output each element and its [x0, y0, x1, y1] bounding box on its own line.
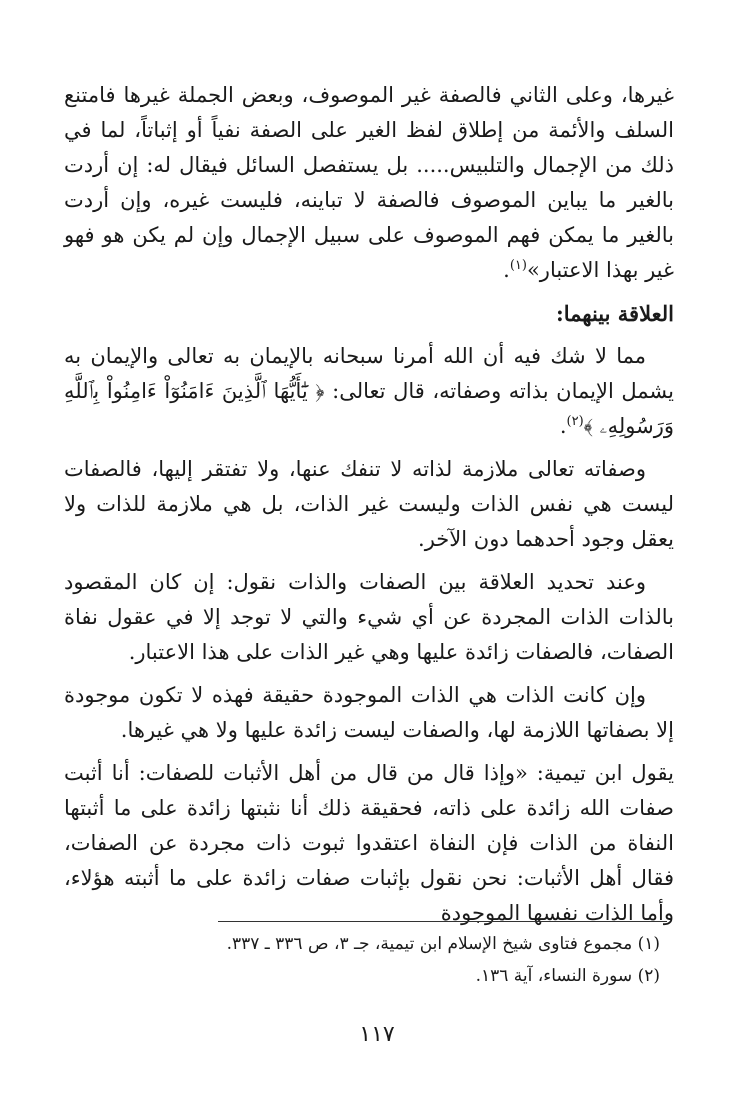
- page-number: ١١٧: [359, 1022, 395, 1047]
- paragraph-2: [64, 339, 674, 444]
- footnotes: [64, 928, 674, 992]
- footnote-1: (١) مجموع فتاوى شيخ الإسلام ابن تيمية، جـ ٣، ص ٣٣٦ ـ ٣٣٧.: [226, 934, 660, 954]
- paragraph-6: يقول ابن تيمية: «وإذا قال من قال من أهل الأثبات للصفات: أنا أثبت صفات الله زائدة على ذاته، فحقيقة ذلك أنا نثبتها زائدة على ما أثبتها النفاة من الذات فإن النفاة اعتقدوا ثبوت ذات مجردة عن الصفات، فقال أهل الأثبات: نحن نقول بإثبات صفات زائدة على ما أثبته هؤلاء، وأما الذات نفسها الموجودة: [64, 761, 674, 925]
- paragraph-4: وعند تحديد العلاقة بين الصفات والذات نقول: إن كان المقصود بالذات الذات المجردة عن أي شيء والتي لا توجد إلا في عقول نفاة الصفات، فالصفات زائدة عليها وهي غير الذات على هذا الاعتبار.: [64, 570, 674, 664]
- paragraph-2-text: مما لا شك فيه أن الله أمرنا سبحانه بالإيمان به تعالى والإيمان به يشمل الإيمان بذاته وصفاته، قال تعالى: ﴿ يَٰٓأَيُّهَا ٱلَّذِينَ ءَامَنُوٓاْ ءَامِنُواْ بِٱللَّهِ وَرَسُولِهِۦ ﴾: [64, 344, 674, 438]
- section-heading: العلاقة بينهما:: [556, 301, 674, 326]
- paragraph-3: وصفاته تعالى ملازمة لذاته لا تنفك عنها، ولا تفتقر إليها، فالصفات ليست هي نفس الذات وليست غير الذات، بل هي ملازمة للذات ولا يعقل وجود أحدهما دون الآخر.: [64, 457, 674, 551]
- paragraph-5: وإن كانت الذات هي الذات الموجودة حقيقة فهذه لا تكون موجودة إلا بصفاتها اللازمة لها، والصفات ليست زائدة عليها ولا هي غيرها.: [64, 683, 674, 742]
- page-body: [64, 78, 674, 939]
- footnote-ref-1[interactable]: (١): [509, 258, 527, 273]
- paragraph-1-end: .: [503, 258, 510, 282]
- footnote-2: (٢) سورة النساء، آية ١٣٦.: [475, 966, 660, 986]
- footnote-ref-2[interactable]: (٢): [566, 414, 584, 429]
- paragraph-1-text: غيرها، وعلى الثاني فالصفة غير الموصوف، وبعض الجملة غيرها فامتنع السلف والأئمة من إطلاق لفظ الغير على الصفة نفياً أو إثباتاً، لما في ذلك من الإجمال والتلبيس..... بل يستفصل السائل فيقال له: إن أردت بالغير ما يباين الموصوف فالصفة لا تباينه، فليست غيره، وإن أردت بالغير ما يمكن فهم الموصوف على سبيل الإجمال وإن لم يكن هو فهو غير بهذا الاعتبار»: [64, 83, 674, 282]
- paragraph-1: [64, 78, 674, 288]
- paragraph-2-end: .: [559, 414, 567, 438]
- footnote-separator: [218, 921, 667, 922]
